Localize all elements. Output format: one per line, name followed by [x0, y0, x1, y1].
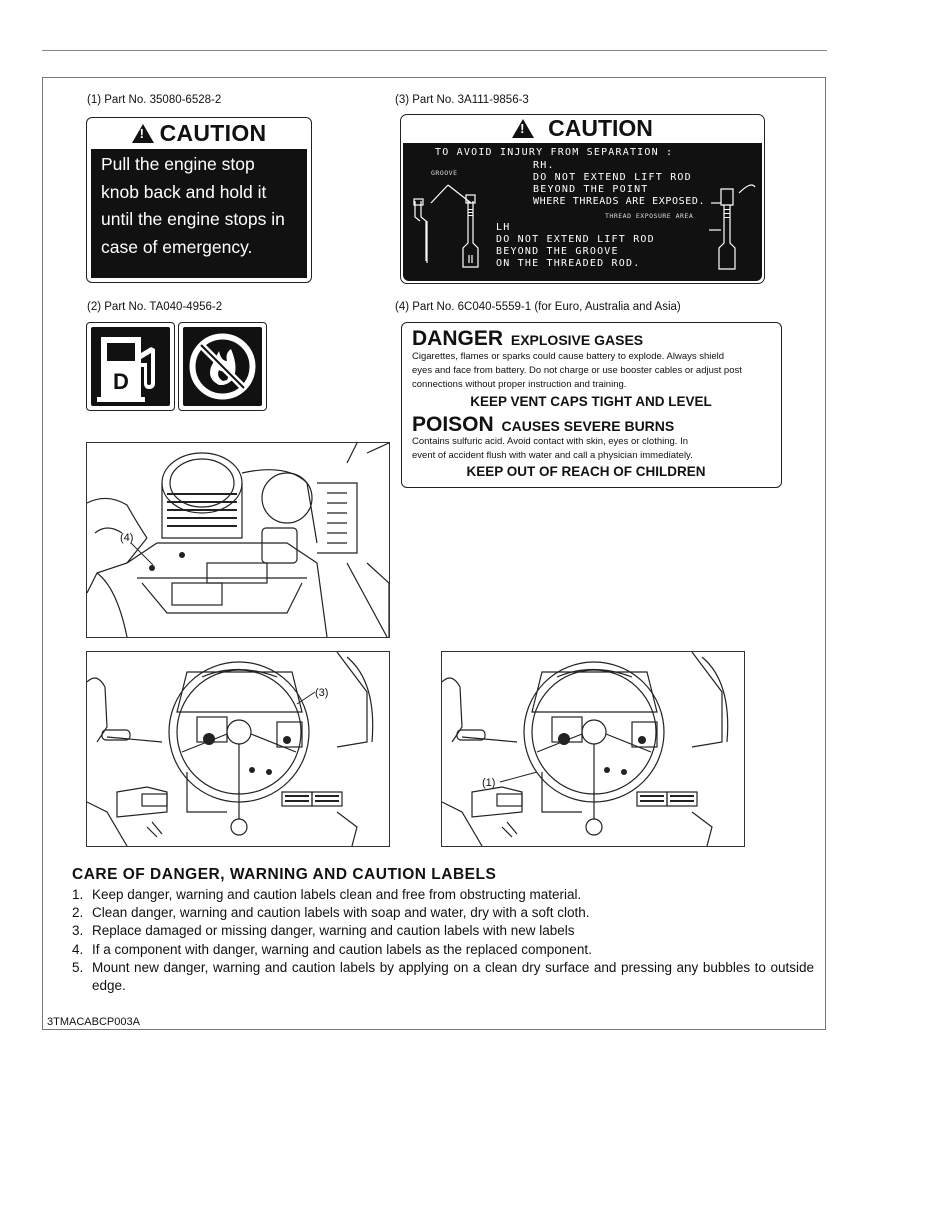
label-3-body	[403, 143, 762, 281]
label-1-heading	[87, 118, 311, 148]
label-3-heading	[401, 115, 764, 142]
label-4-caption: (4) Part No. 6C040-5559-1 (for Euro, Australia and Asia)	[395, 301, 681, 313]
poison-line: event of accident flush with water and call a physician immediately.	[412, 450, 693, 461]
label-4-danger	[401, 322, 782, 488]
danger-heading	[412, 327, 643, 351]
label-1-caution	[86, 117, 312, 283]
header-rule	[42, 50, 827, 51]
poison-heading	[412, 413, 674, 437]
label-1-heading-text: CAUTION	[159, 119, 267, 146]
danger-line: Cigarettes, flames or sparks could cause battery to explode. Always shield	[412, 351, 725, 362]
engine-bay-illustration	[86, 442, 390, 638]
dashboard-right-drawing	[442, 652, 744, 846]
label-3-heading-text: CAUTION	[548, 115, 653, 141]
rh-line: BEYOND THE POINT	[533, 184, 649, 195]
label-1-body	[91, 149, 307, 278]
label-2-caption: (2) Part No. TA040-4956-2	[87, 301, 223, 313]
list-number: 4.	[72, 941, 84, 957]
list-item	[72, 922, 814, 940]
keep-out-line: KEEP OUT OF REACH OF CHILDREN	[466, 464, 706, 479]
engine-bay-drawing	[87, 443, 389, 637]
list-number: 5.	[72, 959, 84, 975]
lh-line: ON THE THREADED ROD.	[496, 258, 641, 269]
list-text: Clean danger, warning and caution labels with soap and water, dry with a soft cloth.	[92, 905, 590, 921]
no-fire-label	[178, 322, 267, 411]
list-text: If a component with danger, warning and caution labels as the replaced component.	[92, 941, 592, 957]
thread-tag: THREAD EXPOSURE AREA	[605, 212, 694, 220]
groove-tag: GROOVE	[431, 169, 458, 177]
rh-line: WHERE THREADS ARE EXPOSED.	[533, 196, 706, 207]
lift-rod-diagram	[403, 143, 764, 283]
poison-word: POISON	[412, 413, 494, 436]
danger-word: DANGER	[412, 327, 504, 350]
danger-line: eyes and face from battery. Do not charge or use booster cables or adjust post	[412, 365, 742, 376]
list-number: 3.	[72, 923, 84, 939]
list-item	[72, 904, 814, 922]
list-text: Keep danger, warning and caution labels clean and free from obstructing material.	[92, 887, 582, 902]
fuel-letter: D	[113, 369, 129, 394]
dash-left-callout: (3)	[315, 687, 329, 699]
rh-label: RH.	[533, 160, 555, 171]
label-3-intro: TO AVOID INJURY FROM SEPARATION :	[435, 147, 674, 158]
engine-callout: (4)	[120, 532, 134, 544]
dash-right-callout: (1)	[482, 777, 496, 789]
label-1-line: case of emergency.	[101, 236, 253, 257]
dashboard-left-drawing	[87, 652, 389, 846]
lh-line: DO NOT EXTEND LIFT ROD	[496, 234, 655, 245]
label-3-caution	[400, 114, 765, 284]
label-1-line: until the engine stops in	[101, 209, 285, 229]
label-1-caption: (1) Part No. 35080-6528-2	[87, 94, 222, 106]
list-text: Replace damaged or missing danger, warning and caution labels with new labels	[92, 923, 575, 939]
poison-line: Contains sulfuric acid. Avoid contact with skin, eyes or clothing. In	[412, 436, 688, 447]
label-1-line: knob back and hold it	[101, 181, 267, 202]
rh-line: DO NOT EXTEND LIFT ROD	[533, 172, 692, 183]
list-item	[72, 886, 814, 904]
fuel-pump-label	[86, 322, 175, 411]
lh-line: BEYOND THE GROOVE	[496, 246, 619, 257]
fuel-pump-icon	[91, 327, 170, 406]
warning-triangle-icon	[132, 124, 154, 143]
list-number: 1.	[72, 887, 84, 902]
list-number: 2.	[72, 905, 84, 921]
no-fire-icon	[183, 327, 262, 406]
label-3-caption: (3) Part No. 3A111-9856-3	[395, 94, 529, 106]
keep-vent-line: KEEP VENT CAPS TIGHT AND LEVEL	[470, 394, 712, 409]
care-title: CARE OF DANGER, WARNING AND CAUTION LABELS	[72, 866, 497, 883]
lh-label: LH	[496, 222, 511, 233]
list-item	[72, 941, 814, 959]
warning-triangle-icon	[512, 119, 534, 138]
list-text: Mount new danger, warning and caution labels by applying on a clean dry surface and pressing any bubbles to outside edge.	[92, 959, 814, 994]
label-1-line: Pull the engine stop	[101, 154, 255, 174]
list-item	[72, 959, 814, 995]
dashboard-right-illustration	[441, 651, 745, 847]
care-list	[72, 886, 814, 995]
danger-line: connections without proper instruction and training.	[412, 379, 627, 390]
poison-sub: CAUSES SEVERE BURNS	[501, 418, 675, 434]
document-code: 3TMACABCP003A	[47, 1016, 140, 1028]
dashboard-left-illustration	[86, 651, 390, 847]
danger-sub: EXPLOSIVE GASES	[510, 332, 644, 348]
